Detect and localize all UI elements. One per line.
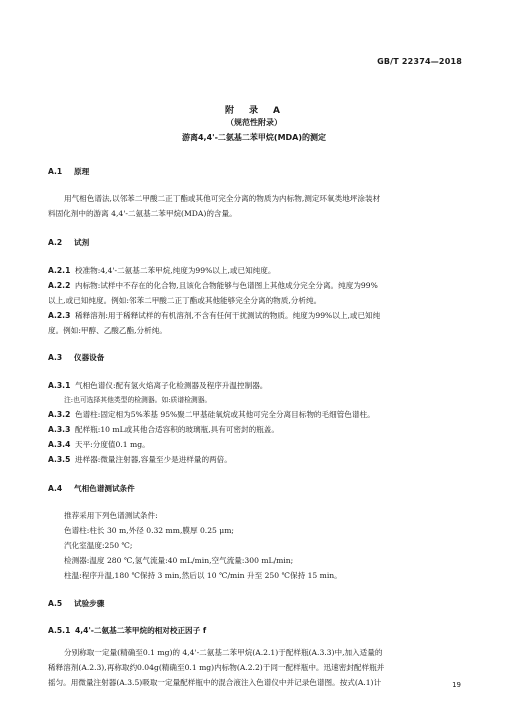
condition-line: 柱温:程序升温,180 ℃保持 3 min,然后以 10 ℃/min 升至 250 ℃保持 15 min。 [64,571,342,580]
clause-text: 稀释溶剂:用于稀释试样的有机溶剂,不含有任何干扰测试的物质。纯度为99%以上,或已知纯 [75,311,381,320]
section-a3-heading [48,353,466,363]
clause-title: 4,4'-二氨基二苯甲烷的相对校正因子 f [75,626,207,635]
clause-a3-3 [48,425,466,435]
clause-a2-2 [48,281,466,291]
condition-line: 色谱柱:柱长 30 m,外径 0.32 mm,膜厚 0.25 μm; [64,526,234,535]
section-a1-heading [48,167,466,177]
clause-number: A.3.1 [48,381,71,390]
paragraph-line: 以上,或已知纯度。例如:邻苯二甲酸二正丁酯或其他能够完全分离的物质,分析纯。 [48,296,322,305]
paragraph-line: 用气相色谱法,以邻苯二甲酸二正丁酯或其他可完全分离的物质为内标物,测定环氧类地坪涂装材 [64,194,381,203]
clause-number: A.3.4 [48,440,71,449]
clause-a5-1-heading [48,626,466,636]
clause-a3-1 [48,381,466,391]
paragraph-line: 摇匀。用微量注射器(A.3.5)吸取一定量配样瓶中的混合液注入色谱仪中并记录色谱图。按式(A.1)计 [48,678,382,687]
section-a5-heading [48,599,466,609]
clause-a2-1 [48,266,466,276]
section-title: 原理 [74,167,90,176]
clause-text: 天平:分度值0.1 mg。 [75,440,150,449]
clause-a3-2 [48,410,466,420]
paragraph-line: 料固化剂中的游离 4,4'-二氨基二苯甲烷(MDA)的含量。 [48,209,237,218]
section-number: A.1 [48,167,63,176]
clause-a3-5 [48,455,466,465]
section-number: A.5 [48,599,63,608]
section-title: 仪器设备 [74,353,105,362]
annex-subtitle: （规范性附录） [226,117,282,127]
clause-text: 配样瓶:10 mL或其他合适容积的玻璃瓶,具有可密封的瓶盖。 [75,425,279,434]
clause-number: A.3.3 [48,425,71,434]
paragraph-line: 分别称取一定量(精确至0.1 mg)的 4,4'-二氨基二苯甲烷(A.2.1)于配样瓶(A.3.3)中,加入适量的 [64,648,383,657]
clause-a3-4 [48,440,466,450]
condition-line: 汽化室温度:250 ℃; [64,541,133,550]
clause-text: 色谱柱:固定相为5%苯基 95%聚二甲基硅氧烷或其他可完全分离目标物的毛细管色谱柱。 [75,410,375,419]
clause-number: A.3.5 [48,455,71,464]
annex-title: 附 录 A [225,106,283,116]
paragraph-line: 度。例如:甲醇、乙酸乙酯,分析纯。 [48,326,167,335]
clause-number: A.2.1 [48,266,71,275]
section-number: A.3 [48,353,63,362]
clause-number: A.3.2 [48,410,71,419]
clause-number: A.2.2 [48,281,71,290]
clause-number: A.2.3 [48,311,71,320]
section-a2-heading [48,238,466,248]
section-title: 气相色谱测试条件 [74,484,135,493]
clause-text: 进样器:微量注射器,容量至少是进样量的两倍。 [75,455,232,464]
clause-text: 内标物:试样中不存在的化合物,且该化合物能够与色谱图上其他成分完全分离。纯度为99% [75,281,378,290]
clause-text: 校准物:4,4'-二氨基二苯甲烷,纯度为99%以上,或已知纯度。 [75,266,276,275]
standard-number: GB/T 22374—2018 [377,57,462,66]
page-number: 19 [452,681,461,689]
clause-number: A.5.1 [48,626,71,635]
condition-line: 检测器:温度 280 ℃,氢气流量:40 mL/min,空气流量:300 mL/min; [64,556,294,565]
section-a4-heading [48,484,466,494]
paragraph-line: 稀释溶剂(A.2.3),再称取约0.04g(精确至0.1 mg)内标物(A.2.2)于同一配样瓶中。迅速密封配样瓶并 [48,663,385,672]
clause-a2-3 [48,311,466,321]
section-title: 试验步骤 [74,599,105,608]
note: 注:也可选择其他类型的检测器。如:质谱检测器。 [64,396,212,404]
section-number: A.2 [48,238,63,247]
section-title: 试剂 [74,238,90,247]
section-number: A.4 [48,484,63,493]
annex-name: 游离4,4'-二氨基二苯甲烷(MDA)的测定 [181,133,327,142]
clause-text: 气相色谱仪:配有氢火焰离子化检测器及程序升温控制器。 [75,381,268,390]
condition-line: 推荐采用下列色谱测试条件: [64,511,158,520]
